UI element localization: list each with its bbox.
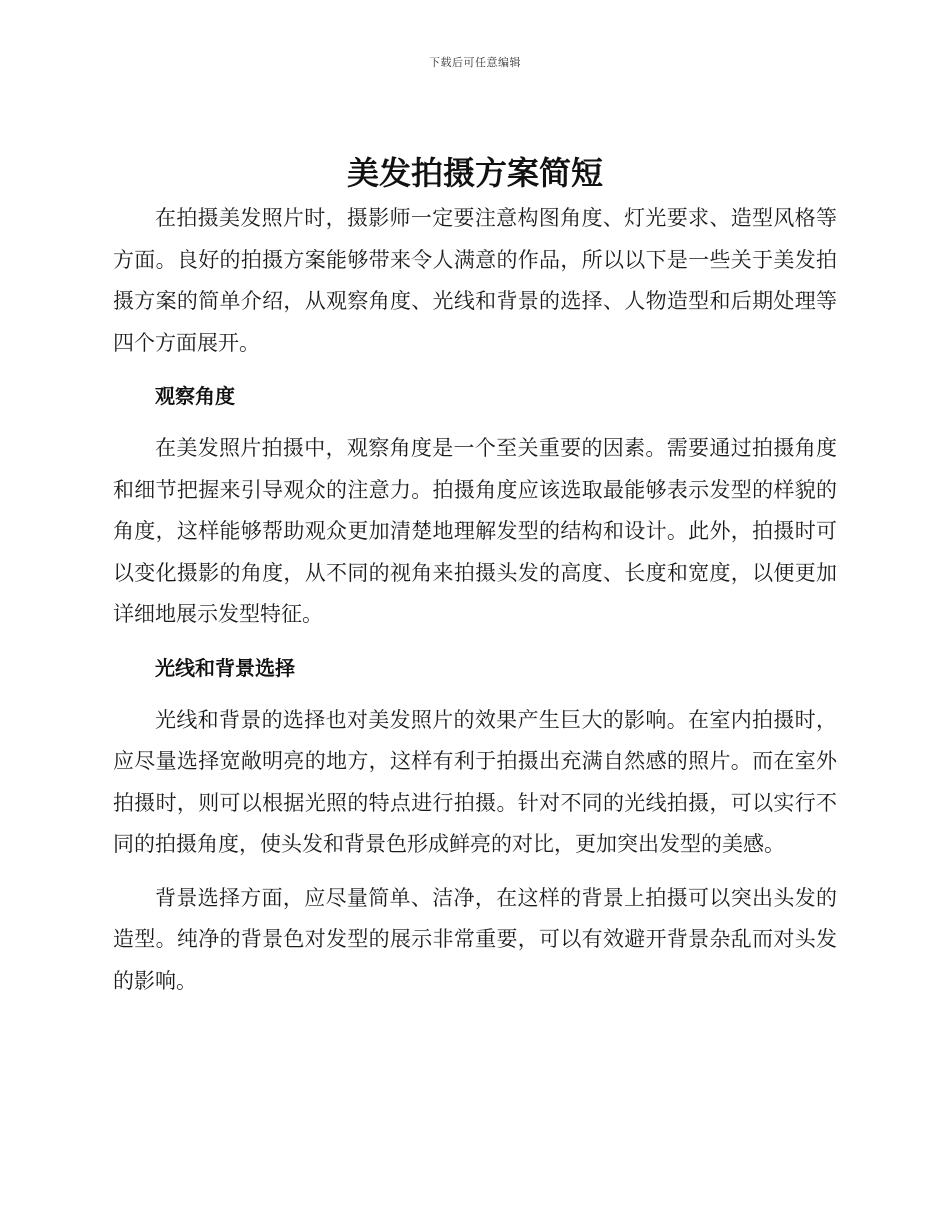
document-title: 美发拍摄方案简短 [346,154,603,192]
paragraph-light-selection: 光线和背景的选择也对美发照片的效果产生巨大的影响。在室内拍摄时，应尽量选择宽敞明亮的地方，这样有利于拍摄出充满自然感的照片。而在室外拍摄时，则可以根据光照的特点进行拍摄。针对不同的光线拍摄，可以实行不同的拍摄角度，使头发和背景色形成鲜亮的对比，更加突出发型的美感。 [113,707,837,856]
intro-paragraph: 在拍摄美发照片时，摄影师一定要注意构图角度、灯光要求、造型风格等方面。良好的拍摄方案能够带来令人满意的作品，所以以下是一些关于美发拍摄方案的简单介绍，从观察角度、光线和背景的选择、人物造型和后期处理等四个方面展开。 [113,206,837,355]
paragraph-background-selection: 背景选择方面，应尽量简单、洁净，在这样的背景上拍摄可以突出头发的造型。纯净的背景色对发型的展示非常重要，可以有效避开背景杂乱而对头发的影响。 [113,885,837,993]
section-heading-viewing-angle: 观察角度 [155,384,235,408]
document-body [113,150,837,1014]
header-note: 下载后可任意编辑 [429,56,521,69]
section-heading-light-background: 光线和背景选择 [155,655,295,680]
paragraph-viewing-angle: 在美发照片拍摄中，观察角度是一个至关重要的因素。需要通过拍摄角度和细节把握来引导观众的注意力。拍摄角度应该选取最能够表示发型的样貌的角度，这样能够帮助观众更加清楚地理解发型的结构和设计。此外，拍摄时可以变化摄影的角度，从不同的视角来拍摄头发的高度、长度和宽度，以便更加详细地展示发型特征。 [113,436,837,626]
